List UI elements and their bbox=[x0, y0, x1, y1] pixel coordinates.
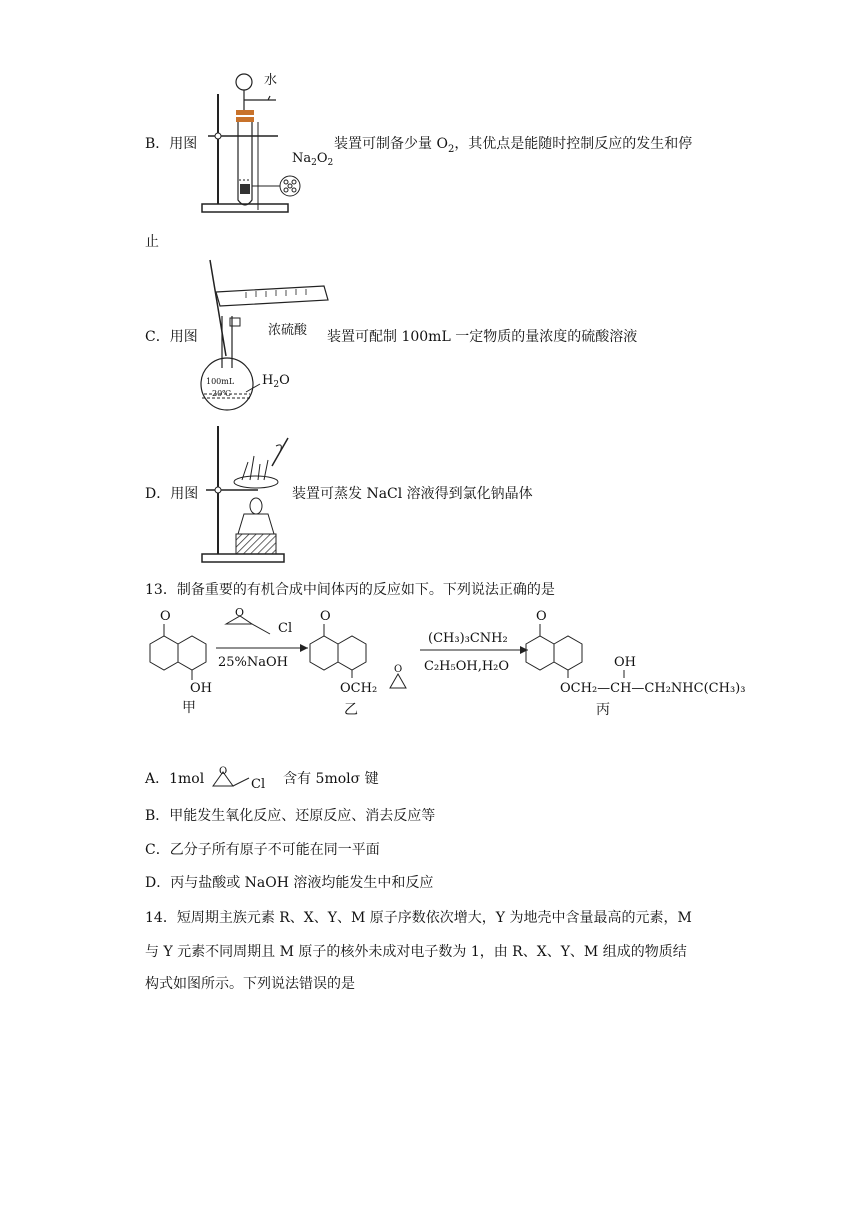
yi-name: 乙 bbox=[344, 702, 358, 718]
svg-text:O: O bbox=[235, 606, 245, 619]
bing-hydroxyl: OH bbox=[614, 655, 636, 670]
q14-line-3: 构式如图所示。下列说法错误的是 bbox=[145, 976, 355, 992]
bing-name: 丙 bbox=[596, 702, 610, 718]
svg-text:O: O bbox=[218, 766, 227, 777]
q13-option-b: B．甲能发生氧化反应、还原反应、消去反应等 bbox=[145, 808, 436, 824]
jia-carbonyl-o: O bbox=[160, 609, 171, 624]
option-d-text: 装置可蒸发 NaCl 溶液得到氯化钠晶体 bbox=[292, 486, 533, 502]
label-h: H bbox=[262, 373, 274, 388]
svg-text:H2O bbox=[262, 373, 290, 390]
option-c-prefix: C．用图 bbox=[145, 329, 198, 345]
reagent1-naoh: 25%NaOH bbox=[218, 655, 289, 670]
flask-volume: 100mL bbox=[206, 377, 235, 386]
label-h2o-o: O bbox=[279, 373, 290, 388]
option-b-sub: 2 bbox=[447, 143, 455, 155]
option-d-prefix: D．用图 bbox=[145, 486, 199, 502]
reagent2-solvent: C₂H₅OH,H₂O bbox=[424, 659, 510, 674]
q13-stem: 13．制备重要的有机合成中间体丙的反应如下。下列说法正确的是 bbox=[145, 582, 555, 598]
label-water: 水 bbox=[264, 73, 278, 88]
yi-epoxide-o: O bbox=[394, 664, 403, 675]
label-na: Na bbox=[292, 151, 312, 166]
epichlorohydrin-icon bbox=[209, 766, 279, 792]
label-o-sub: 2 bbox=[327, 158, 334, 168]
q13-option-d: D．丙与盐酸或 NaOH 溶液均能发生中和反应 bbox=[145, 875, 434, 891]
figure-volumetric-flask bbox=[196, 256, 332, 418]
q13-option-a bbox=[145, 766, 379, 792]
option-c-text: 装置可配制 100mL 一定物质的量浓度的硫酸溶液 bbox=[327, 329, 638, 345]
q14-line-2: 与 Y 元素不同周期且 M 原子的核外未成对电子数为 1，由 R、X、Y、M 组成的物质结 bbox=[145, 944, 687, 960]
bing-carbonyl-o: O bbox=[536, 609, 547, 624]
yi-substituent: OCH₂ bbox=[340, 681, 378, 696]
option-b-prefix: B．用图 bbox=[145, 136, 198, 152]
q13-option-a-suffix: 含有 5molσ 键 bbox=[283, 771, 379, 787]
yi-carbonyl-o: O bbox=[320, 609, 331, 624]
label-na-sub: 2 bbox=[311, 158, 317, 168]
option-b-text bbox=[334, 134, 692, 160]
label-conc-acid: 浓硫酸 bbox=[268, 323, 308, 338]
bing-chain: OCH₂—CH—CH₂NHC(CH₃)₃ bbox=[560, 681, 746, 696]
reagent1-cl: Cl bbox=[278, 621, 293, 636]
q13-option-c: C．乙分子所有原子不可能在同一平面 bbox=[145, 842, 380, 858]
q14-line-1: 14．短周期主族元素 R、X、Y、M 原子序数依次增大，Y 为地壳中含量最高的元素，M bbox=[145, 910, 692, 926]
figure-reaction-scheme bbox=[140, 604, 760, 728]
option-b-text-2: ，其优点是能随时控制反应的发生和停 bbox=[454, 136, 693, 152]
label-o: O bbox=[316, 151, 328, 166]
svg-text:Na2O2 bbox=[292, 151, 333, 168]
figure-na2o2-apparatus bbox=[198, 70, 332, 220]
option-a-cl: Cl bbox=[250, 777, 265, 792]
figure-evaporation bbox=[198, 422, 294, 570]
jia-name: 甲 bbox=[182, 700, 196, 716]
option-b-text-1: 装置可制备少量 O bbox=[334, 136, 448, 152]
option-b-wrap: 止 bbox=[145, 234, 159, 250]
reagent2-amine: (CH₃)₃CNH₂ bbox=[428, 631, 508, 646]
flask-temp: 20℃ bbox=[212, 389, 232, 398]
q13-option-a-prefix: A．1mol bbox=[145, 771, 205, 787]
jia-hydroxyl: OH bbox=[190, 681, 212, 696]
label-h-sub: 2 bbox=[273, 380, 280, 390]
